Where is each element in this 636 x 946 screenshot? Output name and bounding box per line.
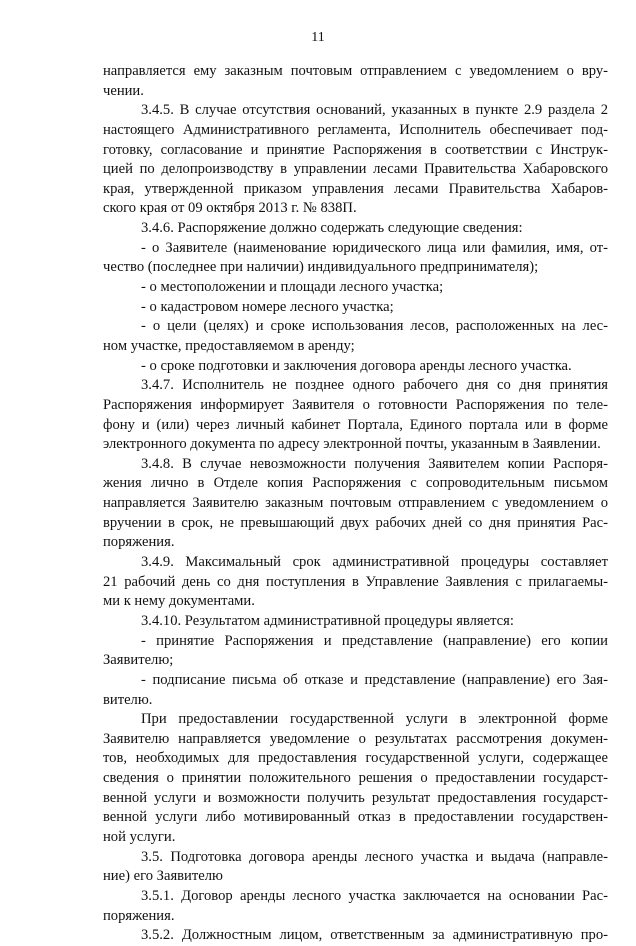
- text-line: готовку, согласование и принятие Распоряжения в соответствии с Инструк-: [103, 141, 608, 158]
- text-line: направляется Заявителю заказным почтовым отправлением с уведомлением о: [103, 495, 608, 512]
- text-line: вителю.: [103, 691, 153, 708]
- text-line: 3.5. Подготовка договора аренды лесного участка и выдача (направле-: [141, 848, 608, 865]
- text-line: Заявителю;: [103, 652, 174, 669]
- text-line: чество (последнее при наличии) индивидуального предпринимателя);: [103, 259, 539, 276]
- text-line: цией по делопроизводству в управлении лесами Правительства Хабаровского: [103, 161, 608, 178]
- text-line: ном участке, предоставляемом в аренду;: [103, 337, 355, 354]
- text-line: сведения о принятии положительного решения о предоставлении государст-: [103, 770, 608, 787]
- text-line: венной услуги и возможности получить результат предоставления государст-: [103, 789, 608, 806]
- text-line: ми к нему документами.: [103, 593, 255, 610]
- text-line: настоящего Административного регламента, Исполнитель обеспечивает под-: [103, 121, 608, 138]
- text-line: 3.4.7. Исполнитель не позднее одного рабочего дня со дня принятия: [141, 377, 608, 394]
- text-line: чении.: [103, 82, 144, 99]
- text-line: 3.4.6. Распоряжение должно содержать следующие сведения:: [141, 220, 523, 237]
- text-line: 3.4.8. В случае невозможности получения Заявителем копии Распоря-: [141, 455, 608, 472]
- text-line: Заявителю направляется уведомление о результатах рассмотрения докумен-: [103, 730, 608, 747]
- text-line: 3.4.9. Максимальный срок административной процедуры составляет: [141, 554, 608, 571]
- text-line: Распоряжения информирует Заявителя о готовности Распоряжения по теле-: [103, 396, 608, 413]
- text-line: - о цели (целях) и сроке использования лесов, расположенных на лес-: [141, 318, 608, 335]
- text-line: тов, необходимых для предоставления государственной услуги, содержащее: [103, 750, 608, 767]
- text-line: ной услуги.: [103, 828, 176, 845]
- text-line: При предоставлении государственной услуги в электронной форме: [141, 711, 608, 728]
- text-line: края, утвержденной приказом управления лесами Правительства Хабаров-: [103, 180, 608, 197]
- text-line: венной услуги либо мотивированный отказ в предоставлении государствен-: [103, 809, 608, 826]
- text-line: поряжения.: [103, 534, 175, 551]
- text-line: 3.5.2. Должностным лицом, ответственным за административную про-: [141, 927, 608, 944]
- text-line: фону и (или) через личный кабинет Портала, Единого портала или в форме: [103, 416, 608, 433]
- text-line: поряжения.: [103, 907, 175, 924]
- text-line: - о кадастровом номере лесного участка;: [141, 298, 394, 315]
- text-line: ского края от 09 октября 2013 г. № 838П.: [103, 200, 357, 217]
- text-line: 3.4.5. В случае отсутствия оснований, указанных в пункте 2.9 раздела 2: [141, 102, 608, 119]
- document-body: [103, 62, 608, 946]
- text-line: - о сроке подготовки и заключения договора аренды лесного участка.: [141, 357, 572, 374]
- text-line: - принятие Распоряжения и представление (направление) его копии: [141, 632, 608, 649]
- text-line: 3.5.1. Договор аренды лесного участка заключается на основании Рас-: [141, 887, 608, 904]
- page-number: 11: [311, 30, 325, 45]
- text-line: - о Заявителе (наименование юридического лица или фамилия, имя, от-: [141, 239, 608, 256]
- text-line: вручении в срок, не превышающий двух рабочих дней со дня принятия Рас-: [103, 514, 608, 531]
- text-line: направляется ему заказным почтовым отправлением с уведомлением о вру-: [103, 63, 608, 79]
- text-line: 21 рабочий день со дня поступления в Управление Заявления с прилагаемы-: [103, 573, 608, 590]
- text-line: ние) его Заявителю: [103, 868, 223, 885]
- text-line: - подписание письма об отказе и представление (направление) его Зая-: [141, 671, 608, 688]
- text-line: - о местоположении и площади лесного участка;: [141, 279, 444, 296]
- text-line: 3.4.10. Результатом административной процедуры является:: [141, 612, 514, 629]
- text-line: электронного документа по адресу электронной почты, указанным в Заявлении.: [103, 436, 601, 453]
- text-line: жения лично в Отделе копия Распоряжения с сопроводительным письмом: [103, 475, 608, 492]
